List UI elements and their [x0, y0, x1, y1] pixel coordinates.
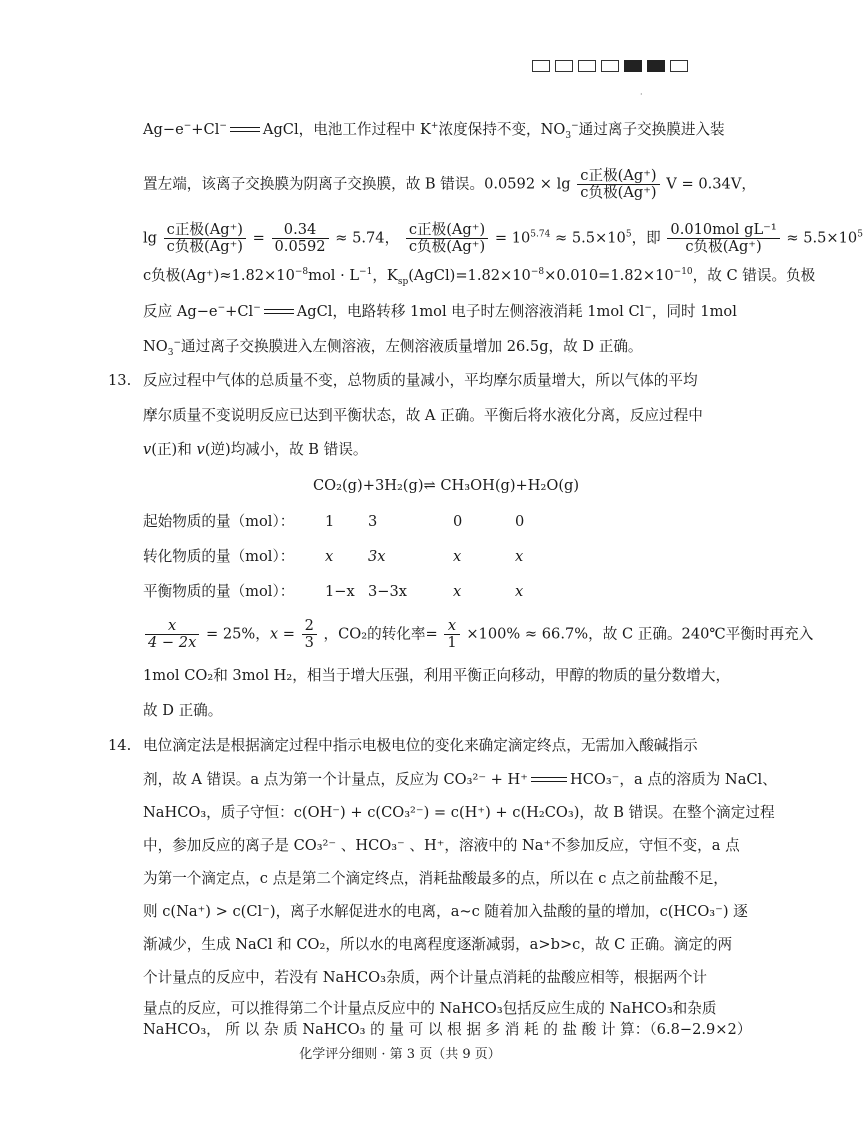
marker-box	[601, 60, 619, 72]
header-dot: ·	[640, 90, 643, 99]
q14-line-6: 则 c(Na⁺) > c(Cl⁻)，离子水解促进水的电离，a~c 随着加入盐酸的量的增加，c(HCO₃⁻) 逐	[143, 903, 748, 920]
q14-line-3: NaHCO₃，质子守恒：c(OH⁻) + c(CO₃²⁻) = c(H⁺) + c(H₂CO₃)，故 B 错误。在整个滴定过程	[143, 804, 775, 821]
q12-line-5: 反应 Ag−e−+Cl− AgCl，电路转移 1mol 电子时左侧溶液消耗 1mol Cl−，同时 1mol	[143, 303, 737, 320]
page-footer: 化学评分细则 · 第 3 页（共 9 页）	[299, 1047, 501, 1062]
q13-line-5: 1mol CO₂和 3mol H₂，相当于增大压强，利用平衡正向移动，甲醇的物质的量分数增大，	[143, 667, 731, 684]
q12-line-4: c负极$(Ag^+)\approx 1.82\times 10^{-8}mol \cdot L^{-1}$，$K_{sp}(AgCl)=1.82\times 10^{-8}\times 0.010=1.82\times 10^{-10}$，故 C 错误。负极	[143, 267, 816, 287]
q14-line-10: NaHCO₃， 所 以 杂 质 NaHCO₃ 的 量 可 以 根 据 多 消 耗 的 盐 酸 计 算：（6.8−2.9×2）	[143, 1021, 752, 1038]
q12-line-6: $NO_3^-$通过离子交换膜进入左侧溶液，左侧溶液质量增加 26.5g，故 D 正确。	[143, 338, 643, 358]
q14-line-2: 剂，故 A 错误。a 点为第一个计量点，反应为 CO₃²⁻ + H⁺ HCO₃⁻，a 点的溶质为 NaCl、	[143, 771, 777, 788]
q14-number: 14.	[108, 737, 132, 754]
marker-box-filled	[647, 60, 665, 72]
q12-line-3: lg $\frac{\text{c正极(Ag⁺)}}{\text{c负极(Ag⁺)}}$ = $\frac{0.34}{0.0592}$ ≈ 5.74， $\frac{\text{c正极(Ag⁺)}}{\text{c负极(Ag⁺)}}$ = $10^{5.74} \approx 5.5\times 10^5$，即 $\frac{\text{0.010mol gL⁻¹}}{\text{c负极(Ag⁺)}}$ ≈ $5.5\times 10^5$	[143, 221, 863, 255]
q14-line-1: 电位滴定法是根据滴定过程中指示电极电位的变化来确定滴定终点，无需加入酸碱指示	[143, 737, 698, 754]
q14-line-8: 个计量点的反应中，若没有 NaHCO₃杂质，两个计量点消耗的盐酸应相等，根据两个计	[143, 969, 708, 986]
marker-box	[532, 60, 550, 72]
marker-box	[578, 60, 596, 72]
q13-line-2: 摩尔质量不变说明反应已达到平衡状态，故 A 正确。平衡后将水液化分离，反应过程中	[143, 407, 703, 424]
q12-line-1: Ag−e−+Cl− AgCl，电池工作过程中 K+浓度保持不变，$NO_3^-$通过离子交换膜进入装	[143, 121, 725, 141]
q13-line-1: 反应过程中气体的总质量不变，总物质的量减小，平均摩尔质量增大，所以气体的平均	[143, 372, 698, 389]
marker-box-filled	[624, 60, 642, 72]
q13-line-3: v(正)和 v(逆)均减小，故 B 错误。	[143, 441, 368, 458]
q14-line-5: 为第一个滴定点，c 点是第二个滴定终点，消耗盐酸最多的点，所以在 c 点之前盐酸不足，	[143, 870, 728, 887]
page-marker-boxes	[532, 60, 688, 72]
q13-line-4: $\frac{x}{4 - 2x}$ = 25%，x = $\frac{2}{3}$ ，CO₂的转化率= $\frac{x}{1}$ ×100% ≈ 66.7%，故 C 正确。240℃平衡时再充入	[143, 618, 813, 651]
fraction: $\frac{\text{c正极(Ag⁺)}}{\text{c负极(Ag⁺)}}$	[577, 168, 659, 201]
q13-number: 13.	[108, 372, 132, 389]
q14-line-4: 中，参加反应的离子是 CO₃²⁻ 、HCO₃⁻ 、H⁺，溶液中的 Na⁺不参加反应，守恒不变，a 点	[143, 837, 740, 854]
q13-line-6: 故 D 正确。	[143, 702, 223, 719]
marker-box	[555, 60, 573, 72]
q12-line-2: 置左端，该离子交换膜为阴离子交换膜，故 B 错误。0.0592 × lg $\frac{\text{c正极(Ag⁺)}}{\text{c负极(Ag⁺)}}$ V = 0.34V，	[143, 167, 756, 201]
marker-box	[670, 60, 688, 72]
q14-line-9b: 量点的反应，可以推得第二个计量点反应中的 NaHCO₃包括反应生成的 NaHCO₃和杂质	[143, 1000, 717, 1017]
q13-reaction-equation: CO₂(g)+3H₂(g)⇌ CH₃OH(g)+H₂O(g)	[313, 477, 580, 494]
q14-line-7: 渐减少，生成 NaCl 和 CO₂，所以水的电离程度逐渐减弱，a>b>c，故 C 正确。滴定的两	[143, 936, 733, 953]
